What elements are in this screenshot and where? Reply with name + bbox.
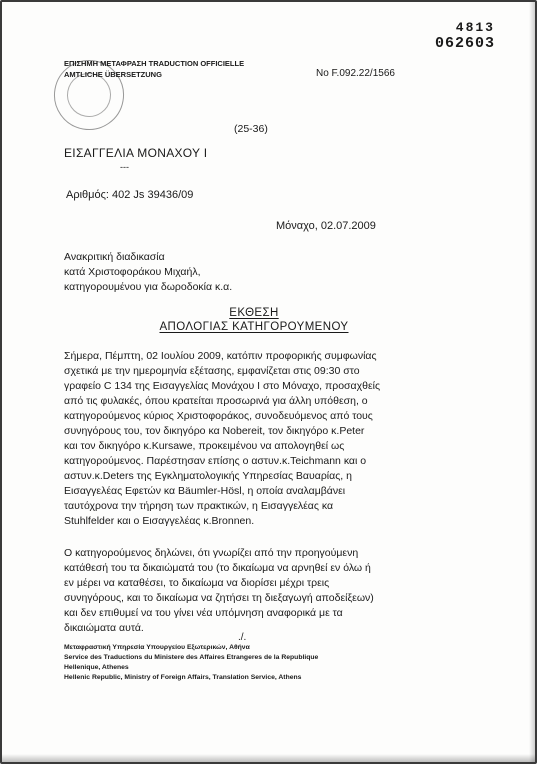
footer-line: Service des Traductions du Ministere des Affaires Etrangeres de la Republique [64,654,319,661]
paragraph-line: ταυτόχρονα την τήρηση των πρακτικών, η Εισαγγελέας κα [64,500,334,512]
paragraph-line: δικαιώματα αυτά. [64,622,144,634]
paragraph-line: Σήμερα, Πέμπτη, 02 Ιουλίου 2009, κατόπιν προφορικής συμφωνίας [64,350,377,362]
footer-line: Hellenique, Athenes [64,664,129,671]
paragraph-line: και τον δικηγόρο κ.Kursawe, προκειμένου να απολογηθεί ως [64,440,345,452]
title-line: ΑΠΟΛΟΓΙΑΣ ΚΑΤΗΓΟΡΟΥΜΕΝΟΥ [159,321,349,333]
paragraph-line: από τις φυλακές, όπου κρατείται προσωρινά για άλλη υπόθεση, ο [64,395,368,407]
footer-line: Hellenic Republic, Ministry of Foreign Affairs, Translation Service, Athens [64,674,302,681]
paragraph-line: Εισαγγελέας Εφετών κα Bäumler-Hösl, η οποία αναλαμβάνει [64,485,346,497]
subject-line: κατά Χριστοφοράκου Μιχαήλ, [64,266,201,278]
footer-line: Μεταφραστική Υπηρεσία Υπουργείου Εξωτερικών, Αθήνα [64,644,250,651]
document-title [154,306,354,334]
document-serial-number [435,20,495,52]
scan-edge-shadow [2,754,535,762]
body-paragraph-1 [64,349,504,529]
case-number: Αριθμός: 402 Js 39436/09 [66,189,194,201]
paragraph-line: κατηγορούμενος κύριος Χριστοφοράκος, συνοδευόμενος από τους [64,410,373,422]
paragraph-line: συνηγόρους, και το δικαίωμα να ζητήσει τη διεξαγωγή αποδείξεων) [64,592,374,604]
paragraph-line: εν μέρει να καταθέσει, το δικαίωμα να διορίσει μέχρι τρεις [64,577,330,589]
header-line: ΕΠΙΣΗΜΗ ΜΕΤΑΦΡΑΣΗ TRADUCTION OFFICIELLE [64,59,245,68]
page-range: (25-36) [234,123,268,135]
header-line: AMTLICHE ÜBERSETZUNG [64,70,162,79]
subject-line: κατηγορουμένου για δωροδοκία κ.α. [64,281,233,293]
subject-line: Ανακριτική διαδικασία [64,251,165,263]
serial-number-top: 4813 [455,20,495,35]
paragraph-line: κατάθεσή του τα δικαιώματά του (το δικαίωμα να αρνηθεί εν όλω ή [64,562,371,574]
paragraph-line: Stuhlfelder και ο Εισαγγελέας κ.Bronnen. [64,515,255,527]
continuation-mark: ./. [238,632,247,643]
paragraph-line: κατηγορούμενος. Παρέστησαν επίσης ο αστυν.κ.Teichmann και ο [64,455,367,467]
body-paragraph-2 [64,546,504,636]
issuing-authority: ΕΙΣΑΓΓΕΛΙΑ ΜΟΝΑΧΟΥ Ι [64,146,208,160]
subject-block [64,250,232,295]
serial-number-bottom: 062603 [434,35,495,52]
authority-separator: --- [120,162,129,172]
paragraph-line: αστυν.κ.Deters της Εγκληματολογικής Υπηρεσίας Βαυαρίας, η [64,470,352,482]
scan-edge-shadow [529,2,535,762]
file-reference: No F.092.22/1566 [316,68,395,79]
official-translation-header [64,58,244,80]
paragraph-line: Ο κατηγορούμενος δηλώνει, ότι γνωρίζει από την προηγούμενη [64,547,359,559]
paragraph-line: σχετικά με την ημερομηνία εξέτασης, εμφανίζεται στις 09:30 στο [64,365,360,377]
title-line: ΕΚΘΕΣΗ [229,307,279,319]
translation-service-footer [64,643,318,683]
paragraph-line: γραφείο C 134 της Εισαγγελίας Μονάχου Ι στο Μόναχο, προσαχθείς [64,380,381,392]
paragraph-line: συνηγόρους του, τον δικηγόρο κα Nobereit, τον δικηγόρο κ.Peter [64,425,365,437]
place-and-date: Μόναχο, 02.07.2009 [276,220,376,232]
paragraph-line: και δεν επιθυμεί να του γίνει νέα υπόμνηση αναφορικά με τα [64,607,343,619]
